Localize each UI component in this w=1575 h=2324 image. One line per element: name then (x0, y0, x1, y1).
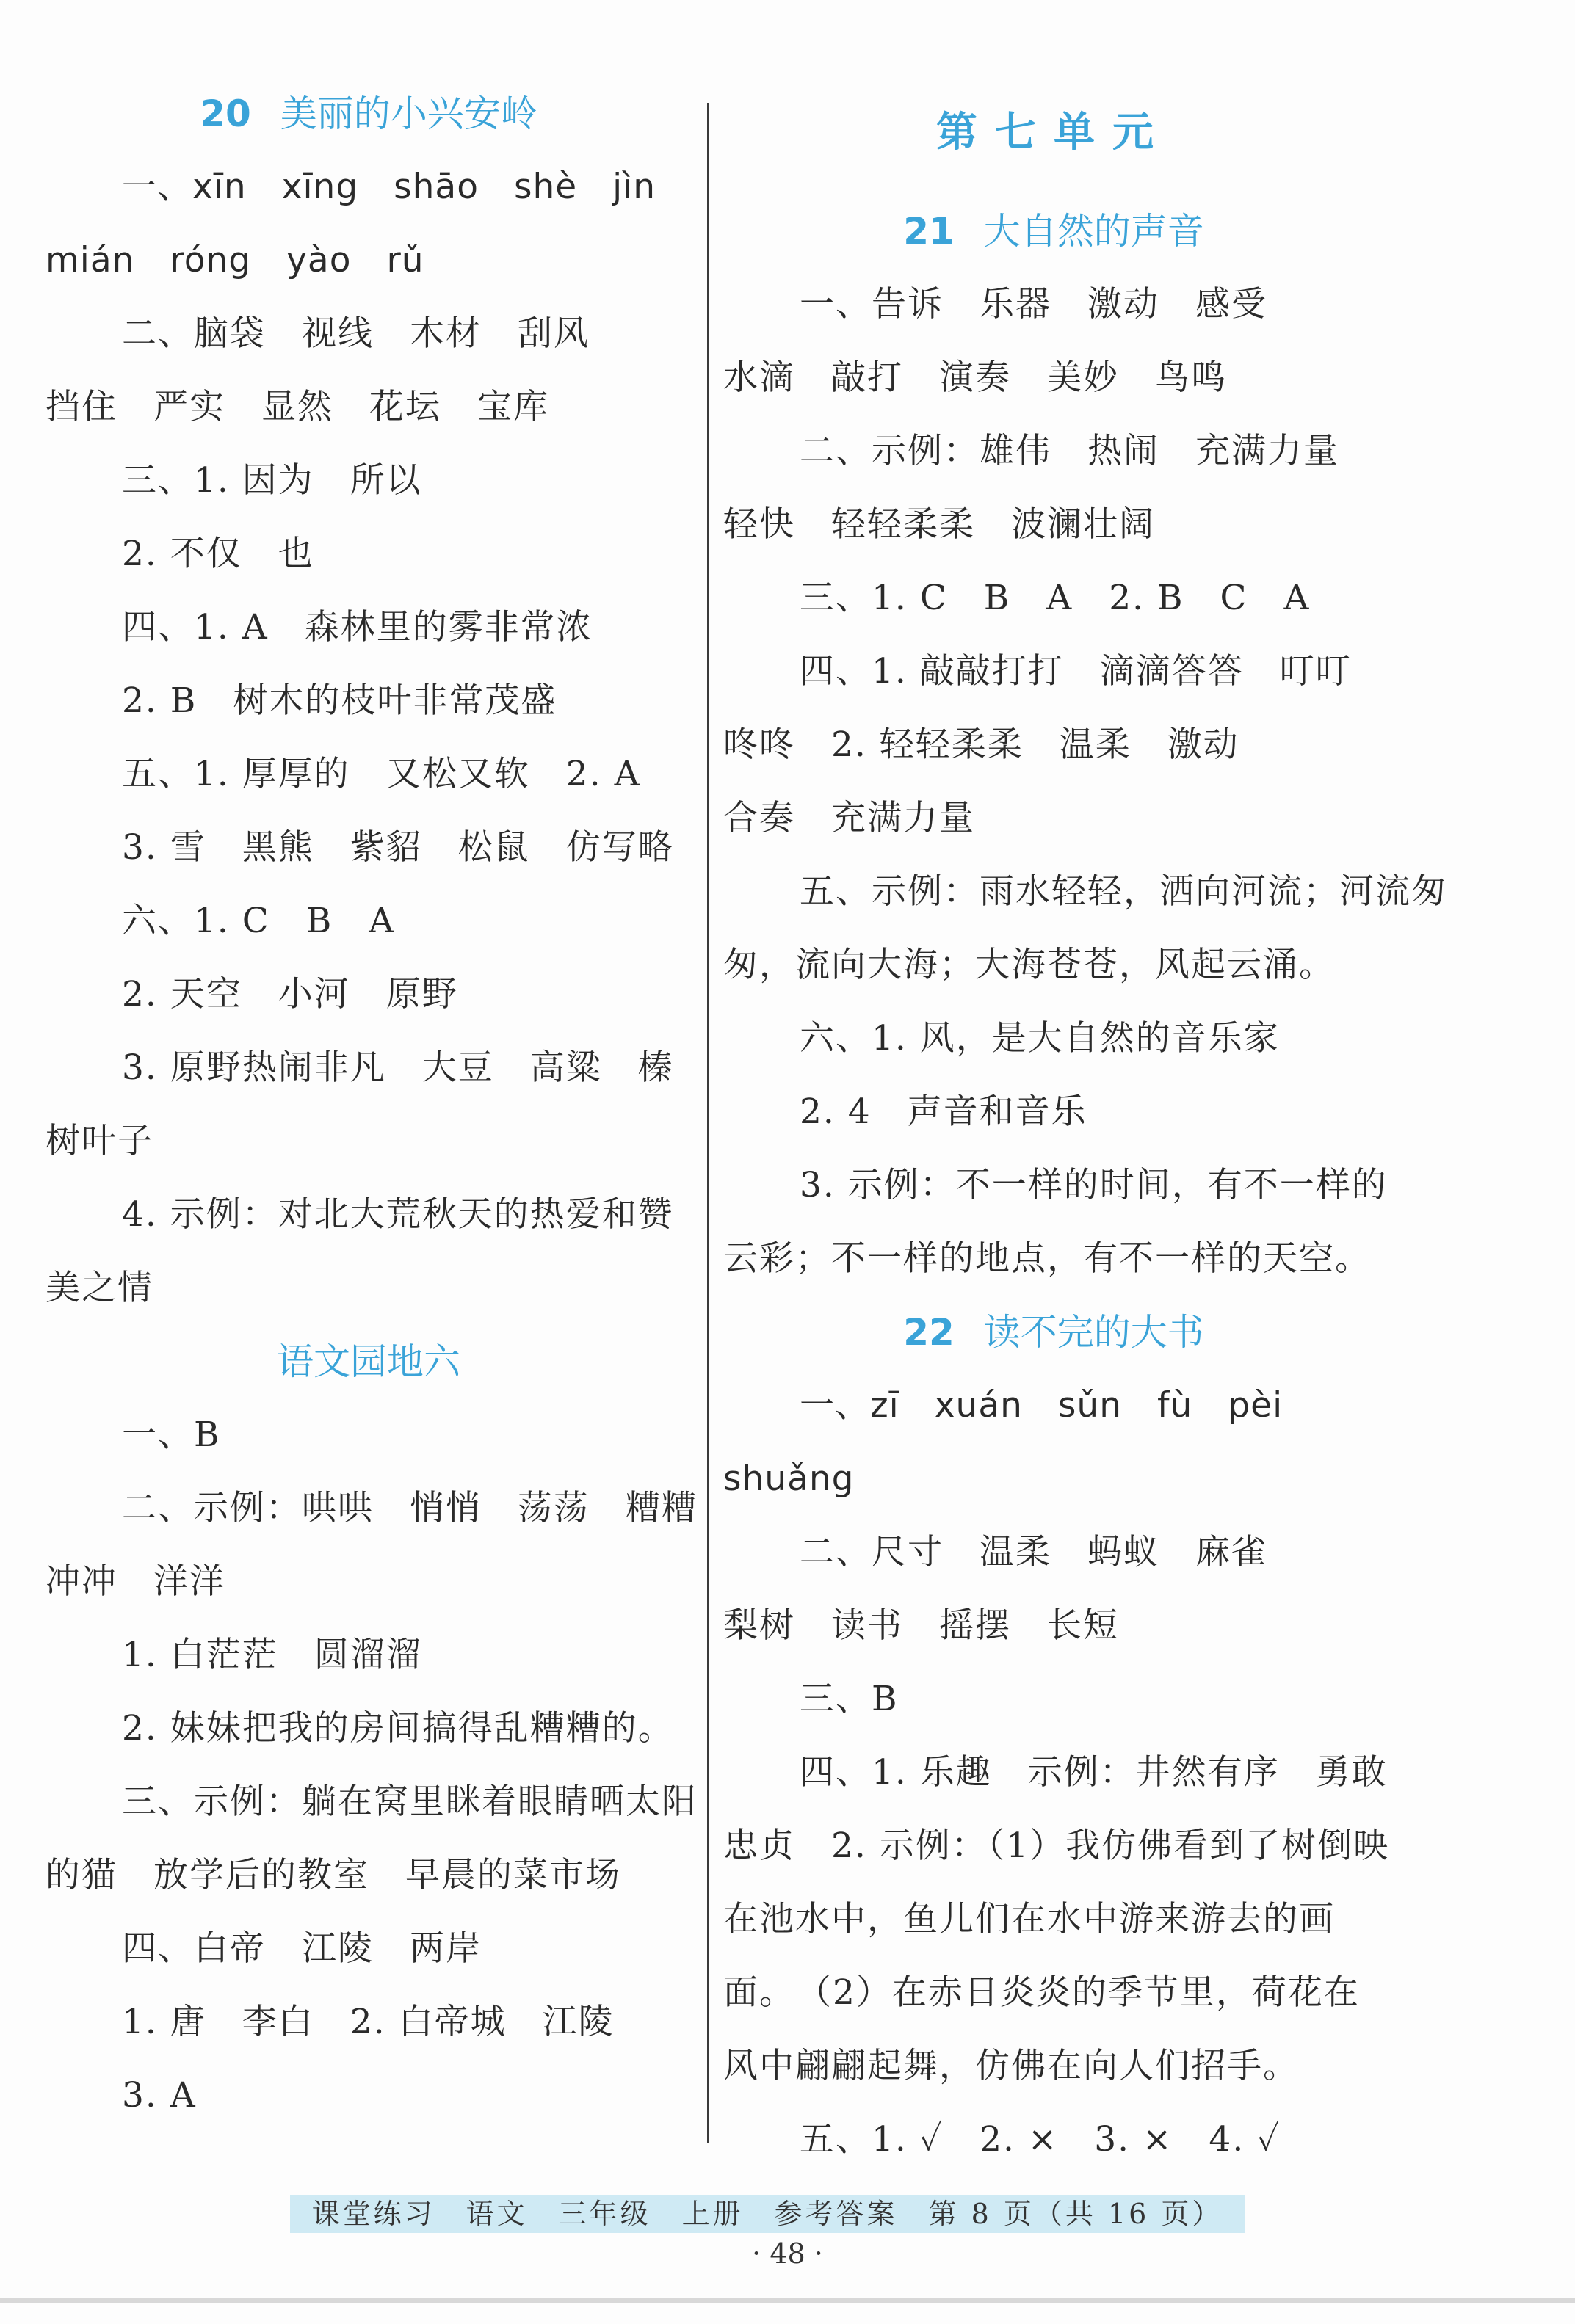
answer-line: 3. 示例：不一样的时间，有不一样的 (800, 1165, 1388, 1205)
answer-line: 一、B (122, 1415, 221, 1455)
lesson-20-heading (46, 92, 692, 169)
answer-line: 二、脑袋 视线 木材 刮风 (122, 313, 590, 354)
answer-line: 云彩；不一样的地点，有不一样的天空。 (723, 1238, 1371, 1279)
answer-line: 2. 天空 小河 原野 (122, 974, 458, 1014)
answer-line: 2. B 树木的枝叶非常茂盛 (122, 680, 557, 721)
answer-line: shuǎng (723, 1459, 855, 1499)
answer-line: 六、1. 风，是大自然的音乐家 (800, 1018, 1280, 1058)
answer-line: 四、1. A 森林里的雾非常浓 (122, 607, 593, 647)
answer-line: 的猫 放学后的教室 早晨的菜市场 (46, 1855, 621, 1895)
lesson-number: 20 (200, 92, 251, 135)
answer-line: 3. 雪 黑熊 紫貂 松鼠 仿写略 (122, 827, 674, 868)
answer-line: 合奏 充满力量 (723, 798, 975, 838)
answer-line: 风中翩翩起舞，仿佛在向人们招手。 (723, 2046, 1299, 2086)
answer-line: 四、白帝 江陵 两岸 (122, 1928, 482, 1969)
answer-line: 3. 原野热闹非凡 大豆 高粱 榛 (122, 1047, 674, 1088)
answer-line: 四、1. 敲敲打打 滴滴答答 叮叮 (800, 651, 1352, 691)
answer-line: 五、1. ✓ 2. × 3. × 4. ✓ (800, 2119, 1281, 2160)
lesson-title: 大自然的声音 (983, 210, 1204, 253)
answer-line: 二、尺寸 温柔 蚂蚁 麻雀 (800, 1532, 1267, 1572)
answer-line: 冲冲 洋洋 (46, 1561, 225, 1602)
answer-line: 3. A (122, 2075, 197, 2116)
answer-line: 咚咚 2. 轻轻柔柔 温柔 激动 (723, 725, 1239, 765)
answer-line: 轻快 轻轻柔柔 波澜壮阔 (723, 504, 1155, 545)
yuwen-yuandi-heading: 语文园地六 (277, 1340, 460, 1383)
answer-line: 五、1. 厚厚的 又松又软 2. A (122, 754, 641, 794)
footer-bar: 课堂练习 语文 三年级 上册 参考答案 第 8 页（共 16 页） (290, 2195, 1245, 2233)
unit-title: 第七单元 (936, 108, 1171, 156)
answer-line: 三、1. C B A 2. B C A (800, 578, 1311, 618)
lesson-number: 21 (903, 210, 955, 253)
answer-line: 1. 白茫茫 圆溜溜 (122, 1635, 422, 1675)
answer-line: 在池水中，鱼儿们在水中游来游去的画 (723, 1899, 1335, 1939)
bottom-edge (0, 2298, 1575, 2303)
answer-line: 忠贞 2. 示例：（1）我仿佛看到了树倒映 (723, 1826, 1390, 1866)
right-column (723, 95, 1447, 2195)
left-column (46, 92, 698, 2151)
page-number: · 48 · (752, 2237, 823, 2270)
lesson-title: 美丽的小兴安岭 (280, 92, 537, 135)
answer-line: 一、xīn xīng shāo shè jìn (122, 167, 656, 207)
answer-line: 四、1. 乐趣 示例：井然有序 勇敢 (800, 1752, 1388, 1793)
answer-line: 4. 示例：对北大荒秋天的热爱和赞 (122, 1194, 674, 1235)
answer-line: 2. 不仅 也 (122, 534, 314, 574)
lesson-22-heading (723, 1311, 1384, 1387)
lesson-number: 22 (903, 1311, 955, 1354)
answer-line: 二、示例：雄伟 热闹 充满力量 (800, 431, 1339, 471)
answer-line: 2. 妹妹把我的房间搞得乱糟糟的。 (122, 1708, 674, 1749)
answer-line: mián róng yào rǔ (46, 240, 424, 280)
answer-line: 六、1. C B A (122, 901, 396, 941)
answer-line: 梨树 读书 摇摆 长短 (723, 1605, 1119, 1646)
answer-line: 匆，流向大海；大海苍苍，风起云涌。 (723, 945, 1335, 985)
answer-line: 1. 唐 李白 2. 白帝城 江陵 (122, 2002, 615, 2042)
answer-line: 美之情 (46, 1268, 153, 1308)
answer-line: 三、示例：躺在窝里眯着眼睛晒太阳 (122, 1782, 698, 1822)
answer-line: 一、告诉 乐器 激动 感受 (800, 284, 1267, 324)
answer-line: 一、zī xuán sǔn fù pèi (800, 1385, 1283, 1426)
column-divider (707, 103, 709, 2143)
answer-line: 三、1. 因为 所以 (122, 460, 422, 501)
lesson-title: 读不完的大书 (983, 1311, 1204, 1354)
lesson-21-heading (723, 210, 1384, 286)
answer-line: 面。 （2）在赤日炎炎的季节里，荷花在 (723, 1972, 1360, 2013)
answer-line: 三、B (800, 1679, 899, 1719)
answer-line: 挡住 严实 显然 花坛 宝库 (46, 387, 549, 427)
answer-line: 水滴 敲打 演奏 美妙 鸟鸣 (723, 357, 1227, 398)
answer-line: 五、示例：雨水轻轻，洒向河流；河流匆 (800, 871, 1447, 912)
answer-line: 二、示例：哄哄 悄悄 荡荡 糟糟 (122, 1488, 698, 1528)
answer-line: 树叶子 (46, 1121, 153, 1161)
answer-line: 2. 4 声音和音乐 (800, 1092, 1087, 1132)
